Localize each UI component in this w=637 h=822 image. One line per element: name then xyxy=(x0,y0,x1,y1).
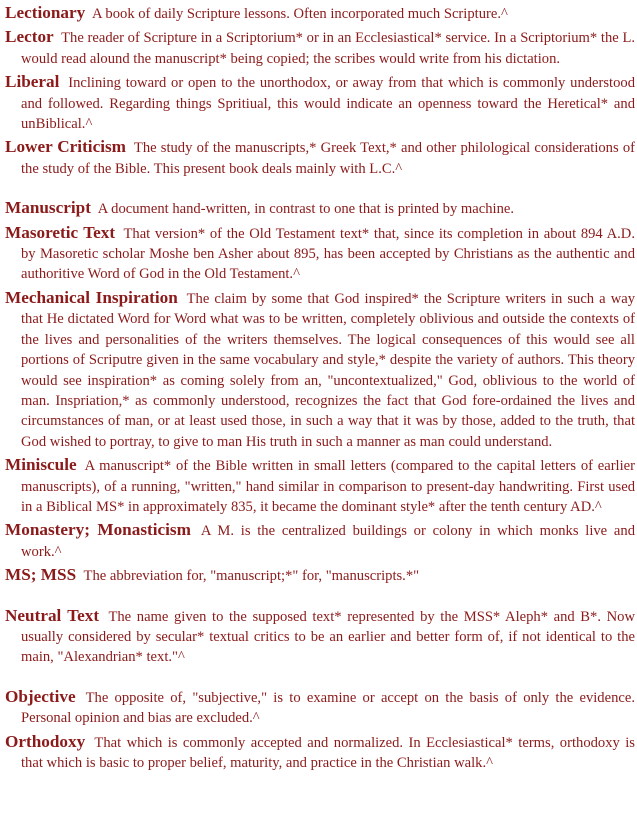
entry-term: Lower Criticism xyxy=(5,137,126,157)
glossary-entry-lectionary xyxy=(5,3,635,24)
glossary-entry-miniscule xyxy=(5,455,635,517)
entry-term: Miniscule xyxy=(5,455,77,475)
glossary-entry-lector xyxy=(5,27,635,69)
entry-definition: Inclining toward or open to the unorthodox, or away from that which is commonly understood and followed. Regarding things Spritiual, this would indicate an openness toward the Heretical* and unBiblical.^ xyxy=(21,75,635,133)
entry-definition: A M. is the centralized buildings or colony in which monks live and work.^ xyxy=(21,523,635,560)
entry-definition: A book of daily Scripture lessons. Often incorporated much Scripture.^ xyxy=(92,6,508,22)
entry-definition: The opposite of, "subjective," is to examine or accept on the basis of only the evidence. Personal opinion and bias are excluded.^ xyxy=(21,689,635,727)
entry-term: Masoretic Text xyxy=(5,222,116,242)
entry-term: Monastery; Monasticism xyxy=(5,520,191,540)
entry-definition: A document hand-written, in contrast to one that is printed by machine. xyxy=(97,201,515,218)
entry-definition: The study of the manuscripts,* Greek Text,* and other philological considerations of the study of the Bible. This present book deals mainly with L.C.^ xyxy=(21,140,635,177)
entry-term: Mechanical Inspiration xyxy=(5,287,178,307)
entry-definition: The claim by some that God inspired* the Scripture writers in such a way that He dictated Word for Word what was to be written, completely oblivious and outside the contexts of the lives and personalities of the writers themselves. The logical consequences of this would see all portions of Scriputre given in the same vocabulary and style,* despite the variety of authors. This theory would see inspiration* as coming solely from an, "uncontextualized," God, oblivious to the world of man. Inspriation,* as commonly understood, recognizes the fact that God fore-ordained the lives and circumstances of man, or at least used those, in such a way that it was by those, added to the truth, that God wished to portray, to give to man His truth in such a manner as man could understand. xyxy=(21,290,636,450)
entry-term: Manuscript xyxy=(5,198,91,218)
glossary-entry-lower-criticism xyxy=(5,137,635,179)
entry-term: Orthodoxy xyxy=(5,731,86,751)
entry-definition: A manuscript* of the Bible written in small letters (compared to the capital letters of earlier manuscripts), of a running, "written," hand similar in comparison to present-day handwriting. First used in a Biblical MS* in approximately 835, it became the dominant style* after the tenth century AD.^ xyxy=(21,458,636,515)
glossary-entry-liberal xyxy=(5,72,635,134)
entry-term: Lectionary xyxy=(5,3,86,22)
glossary-entry-masoretic-text xyxy=(5,223,635,285)
glossary-entry-neutral-text xyxy=(5,606,635,668)
entry-definition: That which is commonly accepted and normalized. In Ecclesiastical* terms, orthodoxy is that which is basic to proper belief, maturity, and practice in the Christian walk.^ xyxy=(21,734,635,771)
glossary-entry-monastery xyxy=(5,520,635,562)
glossary-entry-objective xyxy=(5,687,635,729)
entry-definition: The name given to the supposed text* represented by the MSS* Aleph* and B*. Now usually considered by secular* textual critics to be an earlier and better form of, if not identical to the main, "Alexandrian* text."^ xyxy=(21,608,635,666)
entry-term: Lector xyxy=(5,27,54,47)
entry-definition: That version* of the Old Testament text* that, since its completion in about 894 A.D. by Masoretic scholar Moshe ben Asher about 895, has been accepted by Christians as the authentic and authoritive Word of God in the Old Testament.^ xyxy=(21,225,635,283)
glossary-entry-manuscript xyxy=(5,198,635,219)
glossary-entry-mechanical-inspiration xyxy=(5,288,635,452)
glossary-entry-orthodoxy xyxy=(5,732,635,774)
entry-term: Liberal xyxy=(5,72,60,92)
glossary-entry-ms-mss xyxy=(5,565,635,586)
entry-term: Neutral Text xyxy=(5,605,100,625)
entry-term: Objective xyxy=(5,686,76,706)
entry-term: MS; MSS xyxy=(5,565,77,585)
entry-definition: The reader of Scripture in a Scriptorium* or in an Ecclesiastical* service. In a Scriptorium* the L. would read alound the manuscript* being copied; the scribes would write from his dictation. xyxy=(21,30,636,67)
entry-definition: The abbreviation for, "manuscript;*" for, "manuscripts.*" xyxy=(83,568,420,585)
